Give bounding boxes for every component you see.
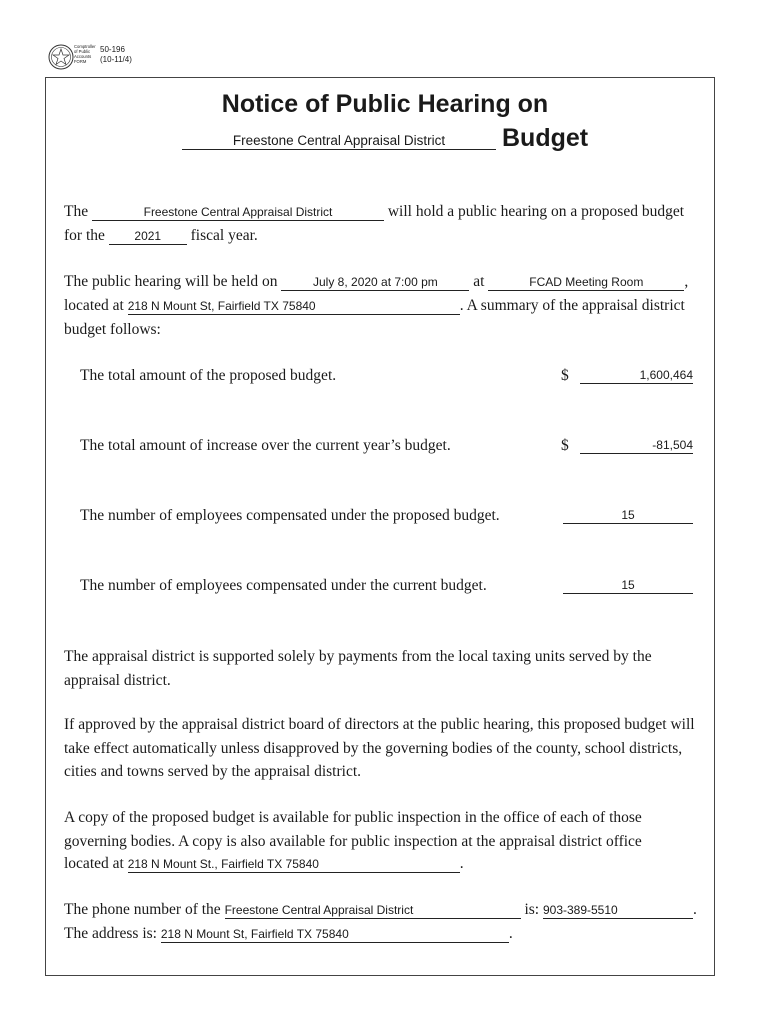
agency-name: Comptroller of Public Accounts FORM	[74, 44, 96, 64]
employees-proposed-label: The number of employees compensated under the proposed budget.	[80, 507, 500, 524]
hearing-venue-field[interactable]: FCAD Meeting Room	[488, 275, 684, 291]
intro-line-2: for the 2021 fiscal year.	[64, 227, 258, 244]
copy-location-line: located at 218 N Mount St., Fairfield TX 75840 .	[64, 855, 464, 872]
address-field[interactable]: 218 N Mount St, Fairfield TX 75840	[161, 927, 509, 943]
hearing-line-2: located at 218 N Mount St, Fairfield TX 75840 . A summary of the appraisal district	[64, 297, 685, 314]
employees-current-label: The number of employees compensated under the current budget.	[80, 577, 487, 594]
fiscal-year-field[interactable]: 2021	[109, 229, 187, 245]
budget-increase-field[interactable]: -81,504	[580, 438, 693, 454]
address-line: The address is: 218 N Mount St, Fairfield TX 75840 .	[64, 925, 513, 942]
total-budget-label: The total amount of the proposed budget.	[80, 367, 337, 384]
hearing-address-field[interactable]: 218 N Mount St, Fairfield TX 75840	[128, 299, 460, 315]
copy-address-field[interactable]: 218 N Mount St., Fairfield TX 75840	[128, 857, 460, 873]
title-budget-word: Budget	[502, 124, 589, 152]
copy-paragraph: A copy of the proposed budget is available for public inspection in the office of each of those governing bodies. A copy is also available for public inspection at the appraisal district office	[64, 809, 642, 850]
total-budget-field[interactable]: 1,600,464	[580, 368, 693, 384]
intro-line-1: The Freestone Central Appraisal District will hold a public hearing on a proposed budget	[64, 203, 685, 220]
phone-district-field[interactable]: Freestone Central Appraisal District	[225, 903, 521, 919]
approval-paragraph: If approved by the appraisal district board of directors at the public hearing, this proposed budget will take effect automatically unless disapproved by the governing bodies of the county, school districts, cities and towns served by the appraisal district.	[64, 716, 695, 780]
total-budget-currency: $	[561, 367, 569, 384]
support-paragraph: The appraisal district is supported solely by payments from the local taxing units served by the appraisal district.	[64, 648, 652, 689]
employees-proposed-field[interactable]: 15	[563, 508, 693, 524]
phone-line: The phone number of the Freestone Central Appraisal District is: 903-389-5510 .	[64, 901, 697, 918]
budget-increase-label: The total amount of increase over the current year’s budget.	[80, 437, 451, 454]
district-field[interactable]: Freestone Central Appraisal District	[92, 205, 384, 221]
budget-increase-currency: $	[561, 437, 569, 454]
hearing-date-field[interactable]: July 8, 2020 at 7:00 pm	[281, 275, 469, 291]
hearing-line-1: The public hearing will be held on July 8, 2020 at 7:00 pm at FCAD Meeting Room ,	[64, 273, 689, 290]
title-district-field[interactable]: Freestone Central Appraisal District	[182, 132, 496, 150]
page-title: Notice of Public Hearing on	[221, 90, 549, 118]
employees-current-field[interactable]: 15	[563, 578, 693, 594]
form-number: 50-196 (10-11/4)	[100, 45, 132, 64]
phone-number-field[interactable]: 903-389-5510	[543, 903, 693, 919]
texas-comptroller-seal-icon	[48, 44, 74, 70]
budget-follows: budget follows:	[64, 321, 161, 338]
title-line-2	[182, 124, 602, 154]
